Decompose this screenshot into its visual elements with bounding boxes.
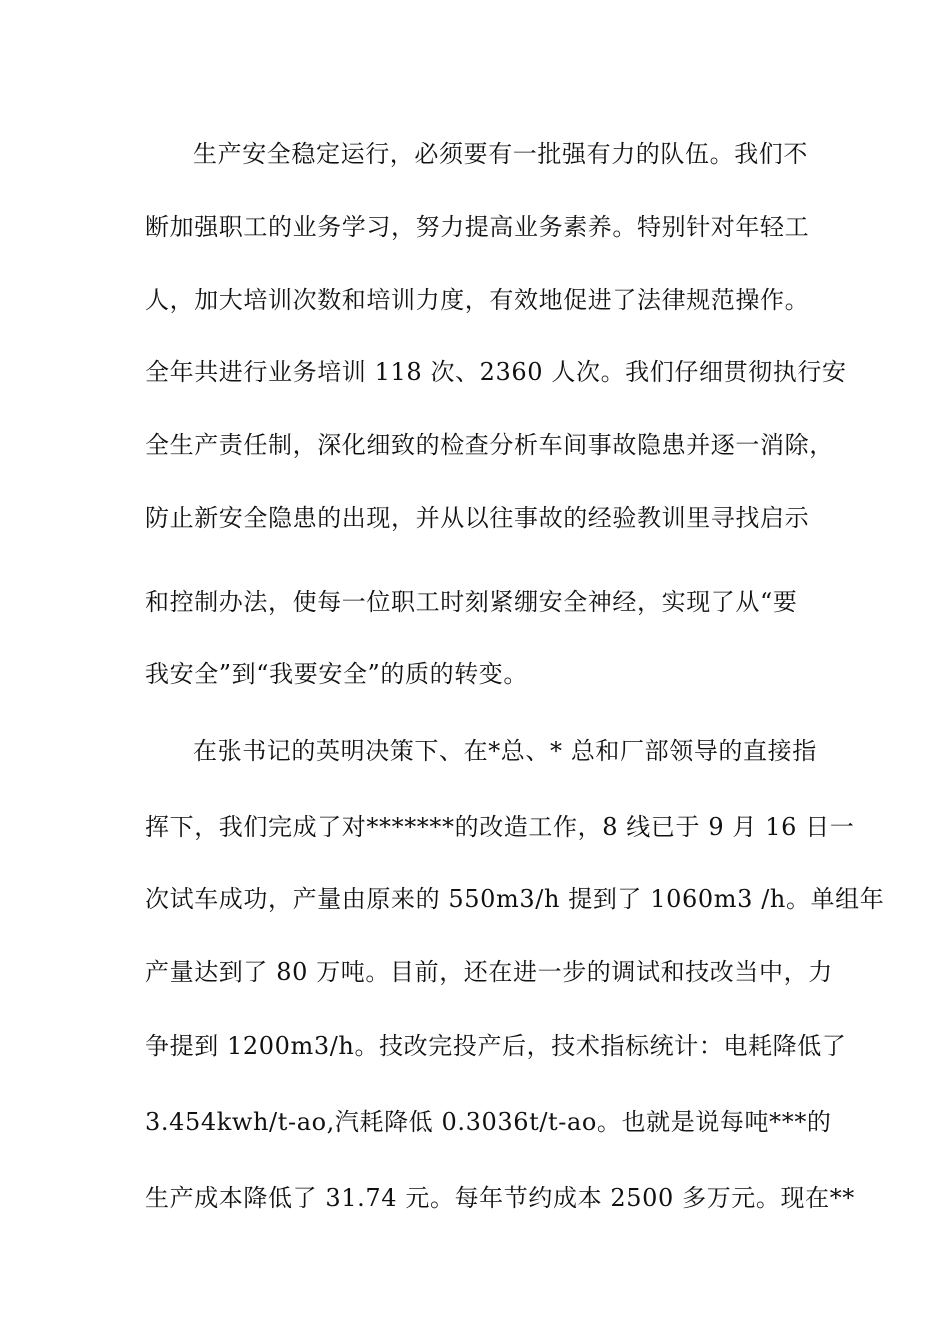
paragraph-2-line-5: 争提到 1200m3/h。技改完投产后，技术指标统计：电耗降低了 bbox=[145, 1032, 847, 1060]
paragraph-2-line-7: 生产成本降低了 31.74 元。每年节约成本 2500 多万元。现在** bbox=[145, 1184, 855, 1212]
paragraph-1-line-3: 人，加大培训次数和培训力度，有效地促进了法律规范操作。 bbox=[145, 286, 810, 314]
paragraph-1-line-8: 我安全”到“我要安全”的质的转变。 bbox=[145, 660, 529, 688]
paragraph-2-line-6: 3.454kwh/t-ao,汽耗降低 0.3036t/t-ao。也就是说每吨***的 bbox=[145, 1108, 832, 1136]
paragraph-2-line-3: 次试车成功，产量由原来的 550m3/h 提到了 1060m3 /h。单组年 bbox=[145, 885, 885, 913]
paragraph-2-line-2: 挥下，我们完成了对*******的改造工作，8 线已于 9 月 16 日一 bbox=[145, 813, 855, 841]
paragraph-1-line-2: 断加强职工的业务学习，努力提高业务素养。特别针对年轻工 bbox=[145, 213, 810, 241]
paragraph-1-line-6: 防止新安全隐患的出现，并从以往事故的经验教训里寻找启示 bbox=[145, 504, 810, 532]
paragraph-2-line-4: 产量达到了 80 万吨。目前，还在进一步的调试和技改当中，力 bbox=[145, 958, 833, 986]
paragraph-1-line-5: 全生产责任制，深化细致的检查分析车间事故隐患并逐一消除， bbox=[145, 431, 834, 459]
paragraph-1-line-1: 生产安全稳定运行，必须要有一批强有力的队伍。我们不 bbox=[193, 140, 808, 168]
paragraph-2-line-1: 在张书记的英明决策下、在*总、* 总和厂部领导的直接指 bbox=[193, 737, 817, 765]
paragraph-1-line-7: 和控制办法，使每一位职工时刻紧绷安全神经，实现了从“要 bbox=[145, 588, 798, 616]
paragraph-1-line-4: 全年共进行业务培训 118 次、2360 人次。我们仔细贯彻执行安 bbox=[145, 358, 847, 386]
